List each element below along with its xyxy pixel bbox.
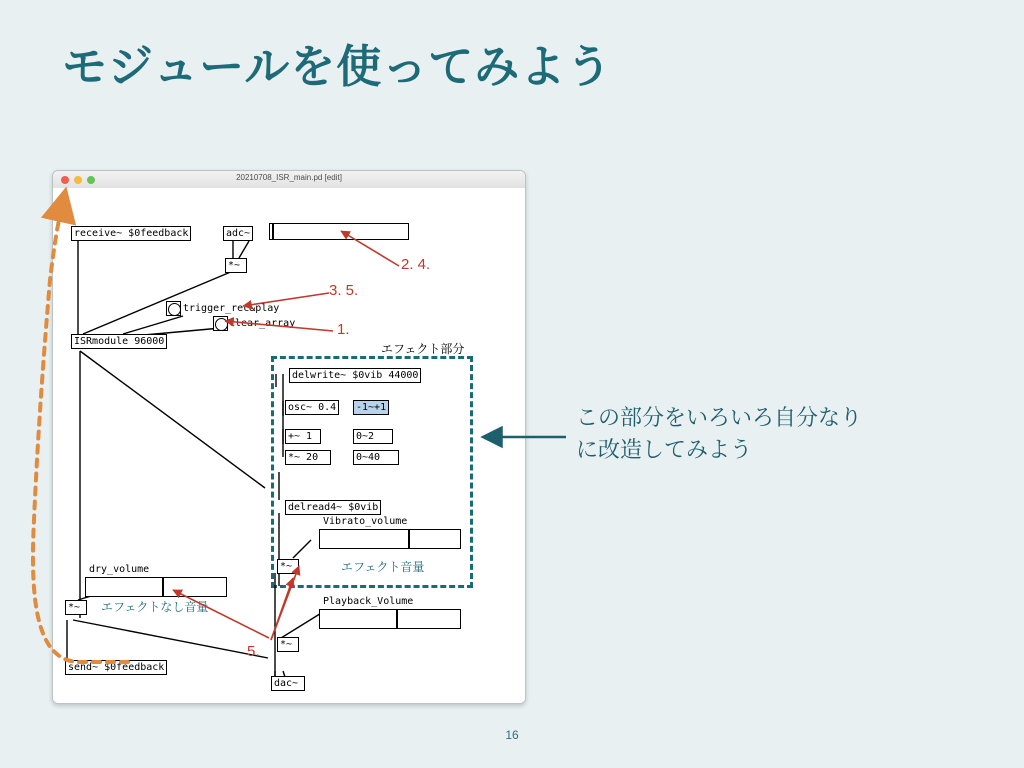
- label-effect-section: エフェクト部分: [381, 342, 465, 356]
- object-adc[interactable]: adc~: [223, 226, 253, 241]
- bang-trigger-rec-play[interactable]: [166, 301, 181, 316]
- comment-clear-array: clear_array: [229, 318, 296, 329]
- annotation-2-4: 2. 4.: [401, 256, 431, 273]
- object-delread4[interactable]: delread4~ $0vib: [285, 500, 381, 515]
- object-delwrite[interactable]: delwrite~ $0vib 44000: [289, 368, 421, 383]
- numberbox-range-1[interactable]: -1~+1: [353, 400, 389, 415]
- bang-clear-array[interactable]: [213, 316, 228, 331]
- window-title: 20210708_ISR_main.pd [edit]: [236, 173, 342, 182]
- object-multiply-vib[interactable]: *~: [277, 559, 299, 574]
- comment-vibrato-volume: Vibrato_volume: [323, 516, 408, 527]
- object-dac[interactable]: dac~: [271, 676, 305, 691]
- page-number: 16: [505, 728, 519, 742]
- annotation-5: 5.: [247, 643, 260, 660]
- side-note: [576, 402, 976, 466]
- label-effect-volume: エフェクト音量: [341, 560, 425, 574]
- annotation-3-5: 3. 5.: [329, 282, 359, 299]
- side-note-line-2: に改造してみよう: [576, 437, 753, 462]
- pd-patch-window: [52, 170, 526, 704]
- comment-trigger-rec-play: trigger_rec&play: [183, 303, 280, 314]
- comment-playback-volume: Playback_Volume: [323, 596, 414, 607]
- object-multiply-top[interactable]: *~: [225, 258, 247, 273]
- numberbox-range-2[interactable]: 0~2: [353, 429, 393, 444]
- object-receive-feedback[interactable]: receive~ $0feedback: [71, 226, 191, 241]
- annotation-1: 1.: [337, 321, 350, 338]
- slider-dry-volume[interactable]: [85, 577, 227, 597]
- object-multiply-20[interactable]: *~ 20: [285, 450, 331, 465]
- effect-section-box: [271, 356, 473, 588]
- patch-canvas[interactable]: [53, 188, 525, 703]
- slider-playback-volume[interactable]: [319, 609, 461, 629]
- object-send-feedback[interactable]: send~ $0feedback: [65, 660, 167, 675]
- page-title: モジュールを使ってみよう: [62, 41, 613, 92]
- slider-input-gain[interactable]: [269, 223, 409, 240]
- numberbox-range-3[interactable]: 0~40: [353, 450, 399, 465]
- object-multiply-playback[interactable]: *~: [277, 637, 299, 652]
- slider-vibrato-volume[interactable]: [319, 529, 461, 549]
- side-note-line-1: この部分をいろいろ自分なり: [576, 405, 863, 430]
- object-osc[interactable]: osc~ 0.4: [285, 400, 339, 415]
- window-title-bar: [53, 171, 525, 189]
- object-isrmodule[interactable]: ISRmodule 96000: [71, 334, 167, 349]
- object-add-1[interactable]: +~ 1: [285, 429, 321, 444]
- comment-dry-volume: dry_volume: [89, 564, 150, 575]
- label-dry-volume: エフェクトなし音量: [101, 600, 209, 614]
- object-multiply-dry[interactable]: *~: [65, 600, 87, 615]
